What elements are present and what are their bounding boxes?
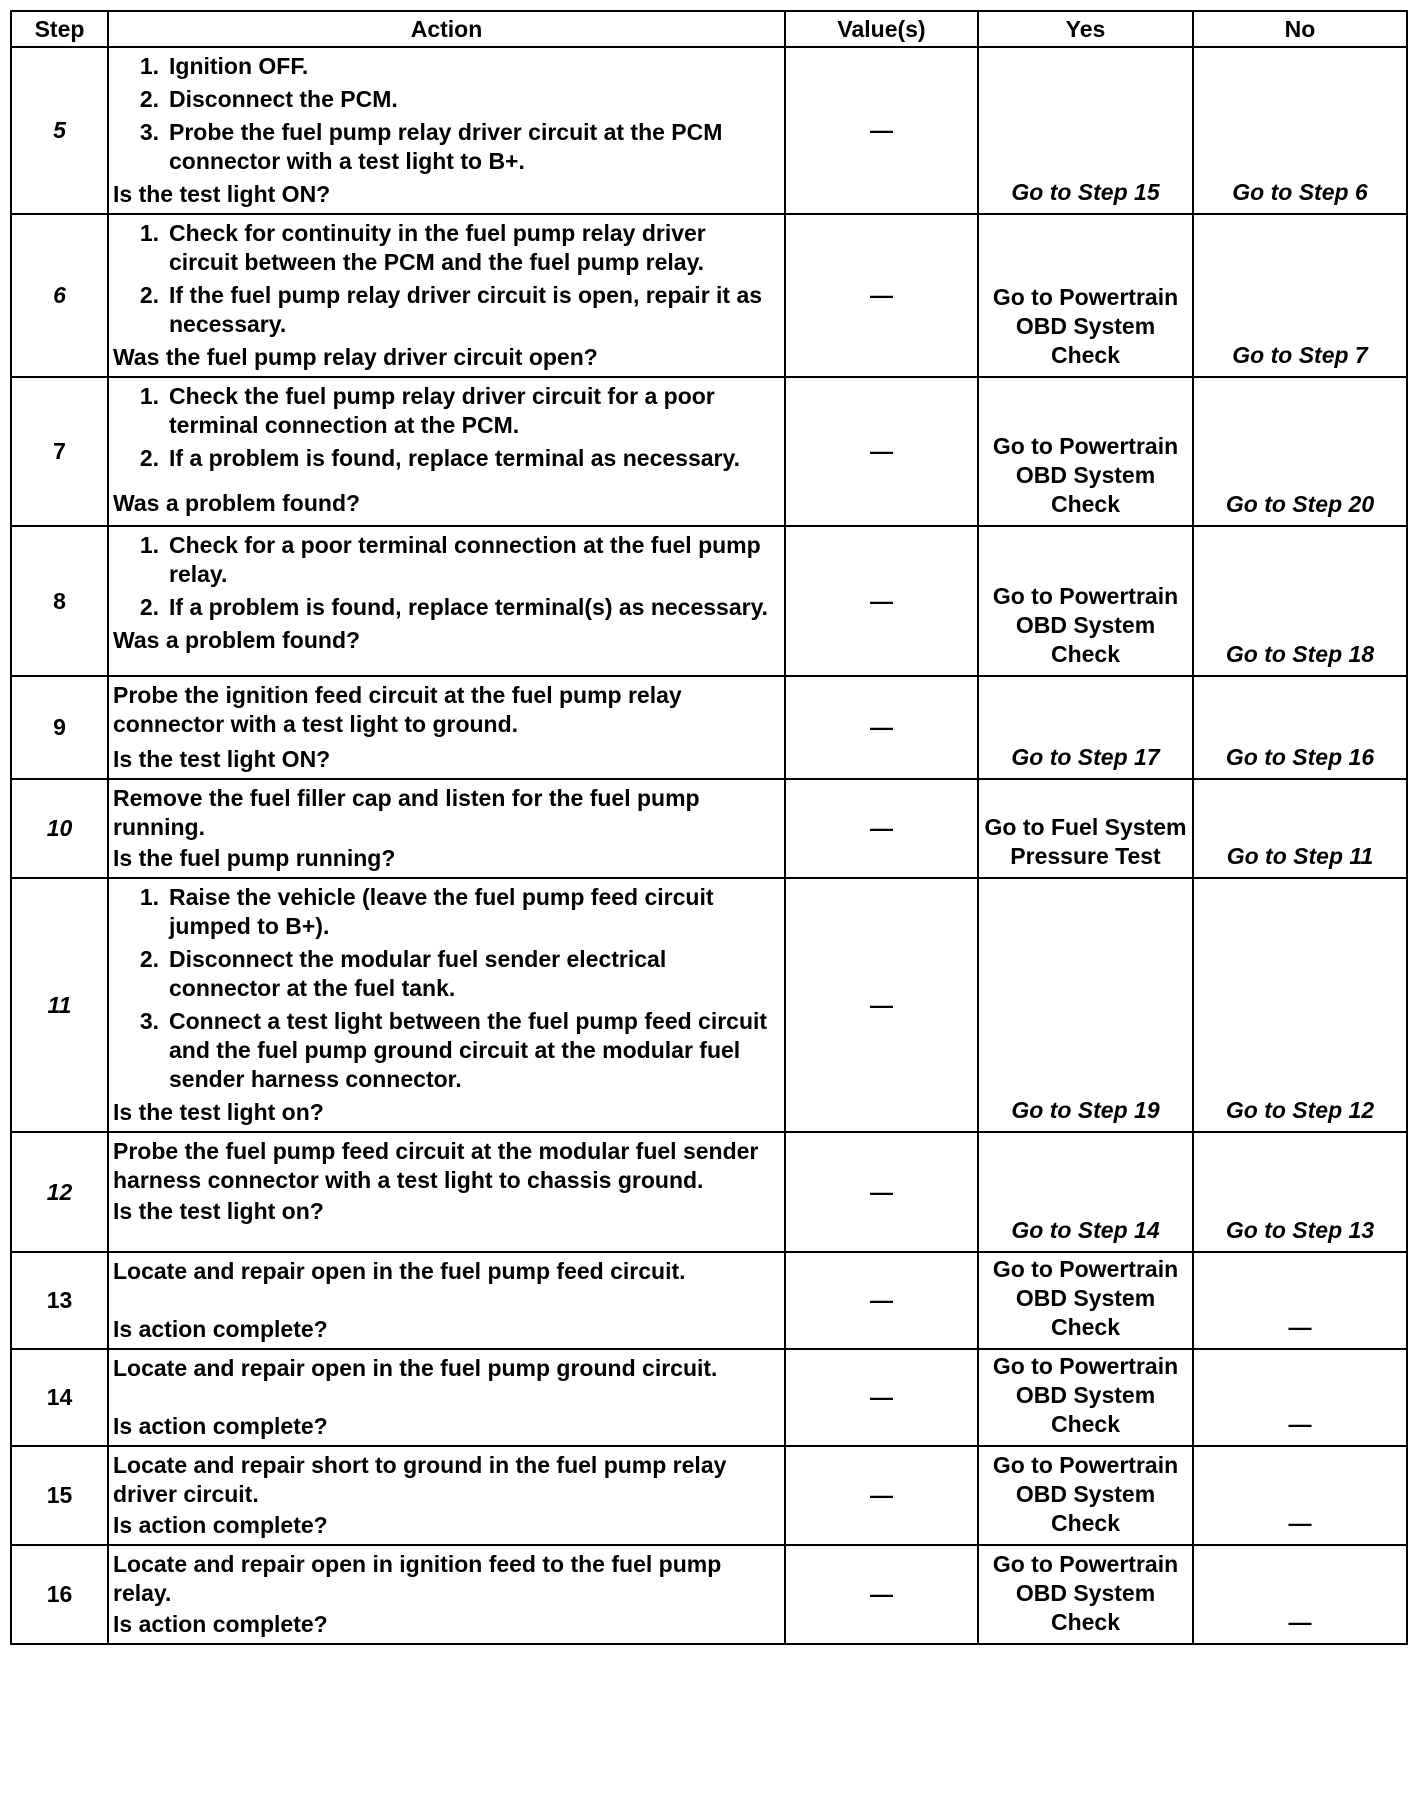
table-row bbox=[11, 878, 1407, 1132]
no-cell: Go to Step 12 bbox=[1193, 878, 1407, 1132]
header-yes: Yes bbox=[978, 11, 1193, 47]
no-cell: Go to Step 18 bbox=[1193, 526, 1407, 676]
question: Was the fuel pump relay driver circuit open? bbox=[113, 344, 598, 370]
list-item: 3. Probe the fuel pump relay driver circuit at the PCM connector with a test light to B+. bbox=[139, 119, 723, 174]
step-number: 12 bbox=[11, 1132, 108, 1252]
no-cell: Go to Step 20 bbox=[1193, 377, 1407, 526]
action-cell bbox=[108, 1349, 785, 1446]
step-number: 15 bbox=[11, 1446, 108, 1545]
yes-cell: Go to Fuel System Pressure Test bbox=[978, 779, 1193, 878]
value-cell: — bbox=[785, 214, 978, 377]
action-cell bbox=[108, 1446, 785, 1545]
table-row bbox=[11, 1349, 1407, 1446]
value-cell: — bbox=[785, 1545, 978, 1644]
table-row bbox=[11, 526, 1407, 676]
no-cell: Go to Step 13 bbox=[1193, 1132, 1407, 1252]
no-cell: — bbox=[1193, 1545, 1407, 1644]
step-number: 5 bbox=[11, 47, 108, 214]
no-cell: Go to Step 16 bbox=[1193, 676, 1407, 779]
header-values: Value(s) bbox=[785, 11, 978, 47]
action-cell bbox=[108, 779, 785, 878]
question: Is the test light on? bbox=[113, 1198, 324, 1224]
value-cell: — bbox=[785, 779, 978, 878]
question: Is action complete? bbox=[113, 1316, 328, 1342]
action-cell bbox=[108, 47, 785, 214]
value-cell: — bbox=[785, 1252, 978, 1349]
table-row bbox=[11, 47, 1407, 214]
action-text: Probe the ignition feed circuit at the fuel pump relay connector with a test light to ground. bbox=[113, 682, 682, 737]
yes-cell: Go to Powertrain OBD System Check bbox=[978, 214, 1193, 377]
action-text: Remove the fuel filler cap and listen for the fuel pump running. bbox=[113, 785, 700, 840]
table-row bbox=[11, 214, 1407, 377]
list-item: 1. Ignition OFF. bbox=[139, 53, 309, 79]
table-row bbox=[11, 377, 1407, 526]
step-number: 6 bbox=[11, 214, 108, 377]
action-text: Locate and repair open in the fuel pump ground circuit. bbox=[113, 1355, 718, 1381]
question: Was a problem found? bbox=[113, 490, 361, 516]
value-cell: — bbox=[785, 377, 978, 526]
action-cell bbox=[108, 676, 785, 779]
action-cell bbox=[108, 526, 785, 676]
yes-cell: Go to Step 15 bbox=[978, 47, 1193, 214]
step-number: 9 bbox=[11, 676, 108, 779]
yes-cell: Go to Powertrain OBD System Check bbox=[978, 377, 1193, 526]
list-item: 2. Disconnect the PCM. bbox=[139, 86, 398, 112]
table-row bbox=[11, 1252, 1407, 1349]
yes-cell: Go to Step 17 bbox=[978, 676, 1193, 779]
yes-cell: Go to Powertrain OBD System Check bbox=[978, 526, 1193, 676]
question: Is action complete? bbox=[113, 1512, 328, 1538]
list-item: 1. Check for continuity in the fuel pump relay driver circuit between the PCM and the fuel pump relay. bbox=[139, 220, 706, 275]
step-number: 13 bbox=[11, 1252, 108, 1349]
header-no: No bbox=[1193, 11, 1407, 47]
action-text: Locate and repair open in ignition feed to the fuel pump relay. bbox=[113, 1551, 722, 1606]
action-cell bbox=[108, 1252, 785, 1349]
yes-cell: Go to Step 19 bbox=[978, 878, 1193, 1132]
table-row bbox=[11, 1446, 1407, 1545]
action-cell bbox=[108, 878, 785, 1132]
action-cell bbox=[108, 377, 785, 526]
action-cell bbox=[108, 1132, 785, 1252]
value-cell: — bbox=[785, 1349, 978, 1446]
value-cell: — bbox=[785, 1132, 978, 1252]
step-number: 10 bbox=[11, 779, 108, 878]
yes-cell: Go to Step 14 bbox=[978, 1132, 1193, 1252]
question: Is action complete? bbox=[113, 1413, 328, 1439]
value-cell: — bbox=[785, 878, 978, 1132]
yes-cell: Go to Powertrain OBD System Check bbox=[978, 1252, 1193, 1349]
value-cell: — bbox=[785, 1446, 978, 1545]
action-cell bbox=[108, 214, 785, 377]
action-cell bbox=[108, 1545, 785, 1644]
yes-cell: Go to Powertrain OBD System Check bbox=[978, 1349, 1193, 1446]
question: Is action complete? bbox=[113, 1611, 328, 1637]
no-cell: Go to Step 6 bbox=[1193, 47, 1407, 214]
no-cell: — bbox=[1193, 1349, 1407, 1446]
list-item: 1. Check for a poor terminal connection at the fuel pump relay. bbox=[139, 532, 761, 587]
table-row bbox=[11, 1132, 1407, 1252]
step-number: 7 bbox=[11, 377, 108, 526]
table-row bbox=[11, 1545, 1407, 1644]
no-cell: — bbox=[1193, 1252, 1407, 1349]
step-number: 14 bbox=[11, 1349, 108, 1446]
step-number: 11 bbox=[11, 878, 108, 1132]
action-text: Locate and repair short to ground in the fuel pump relay driver circuit. bbox=[113, 1452, 727, 1507]
list-item: 3. Connect a test light between the fuel pump feed circuit and the fuel pump ground circuit at the modular fuel sender harness connector. bbox=[139, 1008, 768, 1092]
no-cell: Go to Step 7 bbox=[1193, 214, 1407, 377]
value-cell: — bbox=[785, 47, 978, 214]
table-row bbox=[11, 779, 1407, 878]
step-number: 16 bbox=[11, 1545, 108, 1644]
value-cell: — bbox=[785, 526, 978, 676]
action-text: Probe the fuel pump feed circuit at the modular fuel sender harness connector with a test light to chassis ground. bbox=[113, 1138, 759, 1193]
header-action: Action bbox=[108, 11, 785, 47]
list-item: 1. Raise the vehicle (leave the fuel pump feed circuit jumped to B+). bbox=[139, 884, 714, 939]
value-cell: — bbox=[785, 676, 978, 779]
no-cell: Go to Step 11 bbox=[1193, 779, 1407, 878]
yes-cell: Go to Powertrain OBD System Check bbox=[978, 1545, 1193, 1644]
header-step: Step bbox=[11, 11, 108, 47]
question: Is the test light on? bbox=[113, 1099, 324, 1125]
list-item: 1. Check the fuel pump relay driver circuit for a poor terminal connection at the PCM. bbox=[139, 383, 715, 438]
question: Is the test light ON? bbox=[113, 181, 331, 207]
table-row bbox=[11, 676, 1407, 779]
question: Is the fuel pump running? bbox=[113, 845, 396, 871]
question: Is the test light ON? bbox=[113, 746, 331, 772]
step-number: 8 bbox=[11, 526, 108, 676]
list-item: 2. If the fuel pump relay driver circuit is open, repair it as necessary. bbox=[139, 282, 763, 337]
action-text: Locate and repair open in the fuel pump feed circuit. bbox=[113, 1258, 686, 1284]
no-cell: — bbox=[1193, 1446, 1407, 1545]
yes-cell: Go to Powertrain OBD System Check bbox=[978, 1446, 1193, 1545]
diagnostic-table bbox=[10, 10, 1408, 1645]
list-item: 2. If a problem is found, replace terminal(s) as necessary. bbox=[139, 594, 769, 620]
list-item: 2. Disconnect the modular fuel sender electrical connector at the fuel tank. bbox=[139, 946, 667, 1001]
header-row bbox=[11, 11, 1407, 47]
question: Was a problem found? bbox=[113, 627, 361, 653]
list-item: 2. If a problem is found, replace terminal as necessary. bbox=[139, 445, 740, 471]
